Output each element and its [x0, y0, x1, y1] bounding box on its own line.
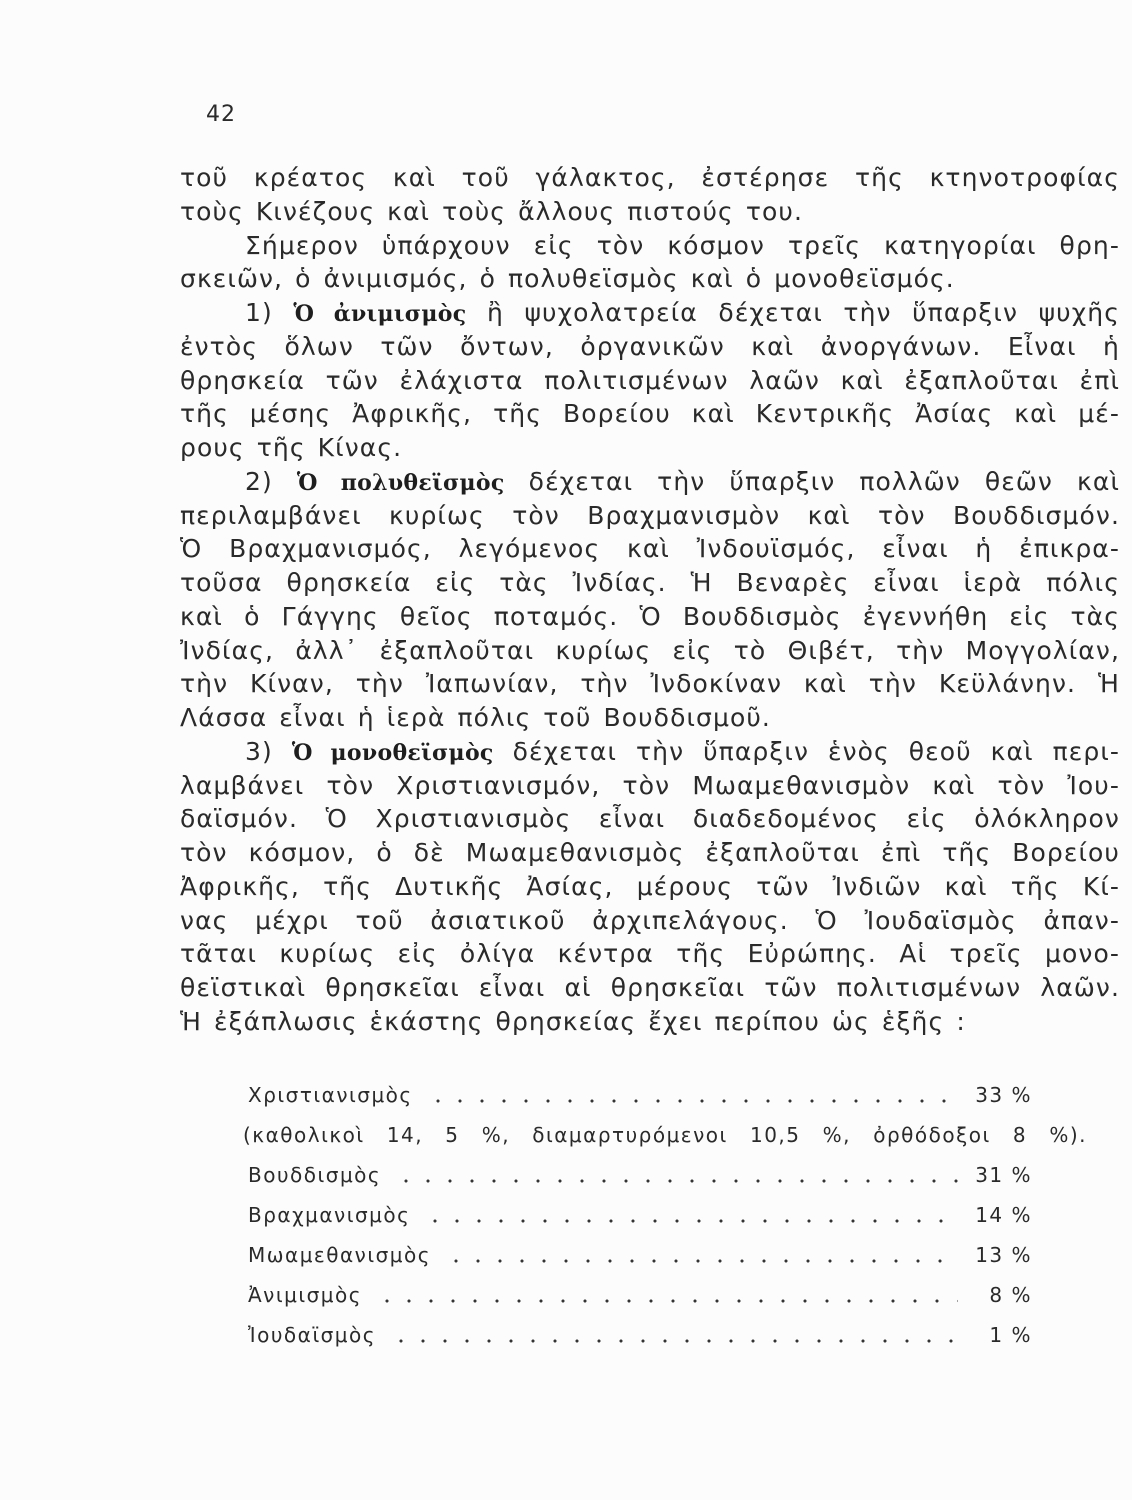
body-line: σκειῶν, ὁ ἀνιμισμός, ὁ πολυθεϊσμὸς καὶ ὁ μονοθεϊσμός. — [180, 264, 955, 294]
body-line: τὸν κόσμον, ὁ δὲ Μωαμεθανισμὸς ἐξαπλοῦται ἐπὶ τῆς Βορείου — [180, 838, 1120, 867]
dot-leader — [441, 1235, 958, 1275]
table-row — [243, 1195, 1032, 1235]
table-row — [243, 1275, 1032, 1315]
religion-label: Βραχμανισμὸς — [248, 1203, 411, 1227]
dot-leader — [372, 1275, 958, 1315]
body-line: Ἡ ἐξάπλωσις ἑκάστης θρησκείας ἔχει περίπου ὡς ἑξῆς : — [180, 1006, 966, 1036]
dot-leader — [391, 1155, 958, 1195]
body-line: θρησκεία τῶν ἐλάχιστα πολιτισμένων λαῶν καὶ ἐξαπλοῦται ἐπὶ — [180, 365, 1120, 395]
section-term: Ὁ ἀνιμισμὸς — [293, 301, 467, 327]
section-heading-line — [180, 735, 1120, 769]
dot-leader — [420, 1195, 958, 1235]
body-line: Ἰνδίας, ἀλλ᾿ ἐξαπλοῦται κυρίως εἰς τὸ Θιβέτ, τὴν Μογγολίαν, — [180, 635, 1120, 665]
body-line: τοῦ κρέατος καὶ τοῦ γάλακτος, ἐστέρησε τῆς κτηνοτροφίας — [180, 163, 1120, 192]
religion-percentage: 14 % — [975, 1203, 1032, 1227]
section-text: ἢ ψυχολατρεία δέχεται τὴν ὕπαρξιν ψυχῆς — [486, 298, 1121, 327]
section-text: δέχεται τὴν ὕπαρξιν ἑνὸς θεοῦ καὶ περι- — [512, 736, 1121, 766]
section-text: δέχεται τὴν ὕπαρξιν πολλῶν θεῶν καὶ — [528, 466, 1121, 496]
page-number: 42 — [206, 102, 236, 127]
christian-breakdown: (καθολικοὶ 14, 5 %, διαμαρτυρόμενοι 10,5 %, ὀρθόδοξοι 8 %). — [243, 1123, 1087, 1147]
body-line: ἐντὸς ὅλων τῶν ὄντων, ὀργανικῶν καὶ ἀνοργάνων. Εἶναι ἡ — [180, 331, 1120, 361]
religion-percentage: 13 % — [975, 1243, 1032, 1267]
religion-distribution-table — [243, 1075, 1087, 1355]
section-number: 1) — [245, 298, 273, 327]
religion-label: Μωαμεθανισμὸς — [248, 1243, 431, 1267]
body-line: τοῦσα θρησκεία εἰς τὰς Ἰνδίας. Ἡ Βεναρὲς εἶναι ἱερὰ πόλις — [180, 568, 1120, 597]
body-line: Ὁ Βραχμανισμός, λεγόμενος καὶ Ἰνδουϊσμός, εἶναι ἡ ἐπικρα- — [180, 534, 1120, 564]
section-term: Ὁ πολυθεϊσμὸς — [296, 469, 505, 496]
table-row — [243, 1155, 1032, 1195]
religion-label: Ἰουδαϊσμὸς — [248, 1323, 376, 1347]
dot-leader — [386, 1315, 958, 1355]
body-line: Ἀφρικῆς, τῆς Δυτικῆς Ἀσίας, μέρους τῶν Ἰνδιῶν καὶ τῆς Κί- — [180, 871, 1120, 901]
body-text — [180, 161, 1120, 1039]
paragraph-start-line: Σήμερον ὑπάρχουν εἰς τὸν κόσμον τρεῖς κατηγορίαι θρη- — [245, 230, 1120, 260]
dot-leader — [423, 1075, 958, 1115]
religion-percentage: 31 % — [975, 1163, 1032, 1187]
table-row — [243, 1315, 1032, 1355]
body-line: δαϊσμόν. Ὁ Χριστιανισμὸς εἶναι διαδεδομένος εἰς ὁλόκληρον — [180, 804, 1120, 834]
section-heading-line — [180, 296, 1120, 330]
body-line: θεϊστικαὶ θρησκεῖαι εἶναι αἱ θρησκεῖαι τῶν πολιτισμένων λαῶν. — [180, 973, 1120, 1002]
religion-label: Βουδδισμὸς — [248, 1163, 382, 1187]
body-line: νας μέχρι τοῦ ἀσιατικοῦ ἀρχιπελάγους. Ὁ Ἰουδαϊσμὸς ἀπαν- — [180, 905, 1120, 935]
body-line: τῆς μέσης Ἀφρικῆς, τῆς Βορείου καὶ Κεντρικῆς Ἀσίας καὶ μέ- — [180, 399, 1120, 429]
table-row — [243, 1075, 1032, 1115]
table-row — [243, 1235, 1032, 1275]
body-line: καὶ ὁ Γάγγης θεῖος ποταμός. Ὁ Βουδδισμὸς ἐγεννήθη εἰς τὰς — [180, 601, 1120, 631]
religion-percentage: 8 % — [989, 1283, 1032, 1307]
body-line: τοὺς Κινέζους καὶ τοὺς ἄλλους πιστούς του. — [180, 196, 803, 226]
section-number: 3) — [245, 736, 273, 766]
section-heading-line — [180, 465, 1120, 499]
section-term: Ὁ μονοθεϊσμὸς — [291, 739, 494, 766]
body-line: τὴν Κίναν, τὴν Ἰαπωνίαν, τὴν Ἰνδοκίναν καὶ τὴν Κεϋλάνην. Ἡ — [180, 669, 1120, 699]
religion-label: Χριστιανισμὸς — [248, 1083, 413, 1107]
body-line: λαμβάνει τὸν Χριστιανισμόν, τὸν Μωαμεθανισμὸν καὶ τὸν Ἰου- — [180, 770, 1120, 800]
body-line: Λάσσα εἶναι ἡ ἱερὰ πόλις τοῦ Βουδδισμοῦ. — [180, 703, 771, 732]
body-line: τᾶται κυρίως εἰς ὀλίγα κέντρα τῆς Εὐρώπης. Αἱ τρεῖς μονο- — [180, 939, 1120, 969]
religion-label: Ἀνιμισμὸς — [248, 1283, 362, 1307]
body-line: περιλαμβάνει κυρίως τὸν Βραχμανισμὸν καὶ τὸν Βουδδισμόν. — [180, 500, 1120, 530]
section-number: 2) — [245, 466, 273, 496]
religion-percentage: 33 % — [975, 1083, 1032, 1107]
body-line: ρους τῆς Κίνας. — [180, 433, 403, 462]
religion-percentage: 1 % — [989, 1323, 1032, 1347]
